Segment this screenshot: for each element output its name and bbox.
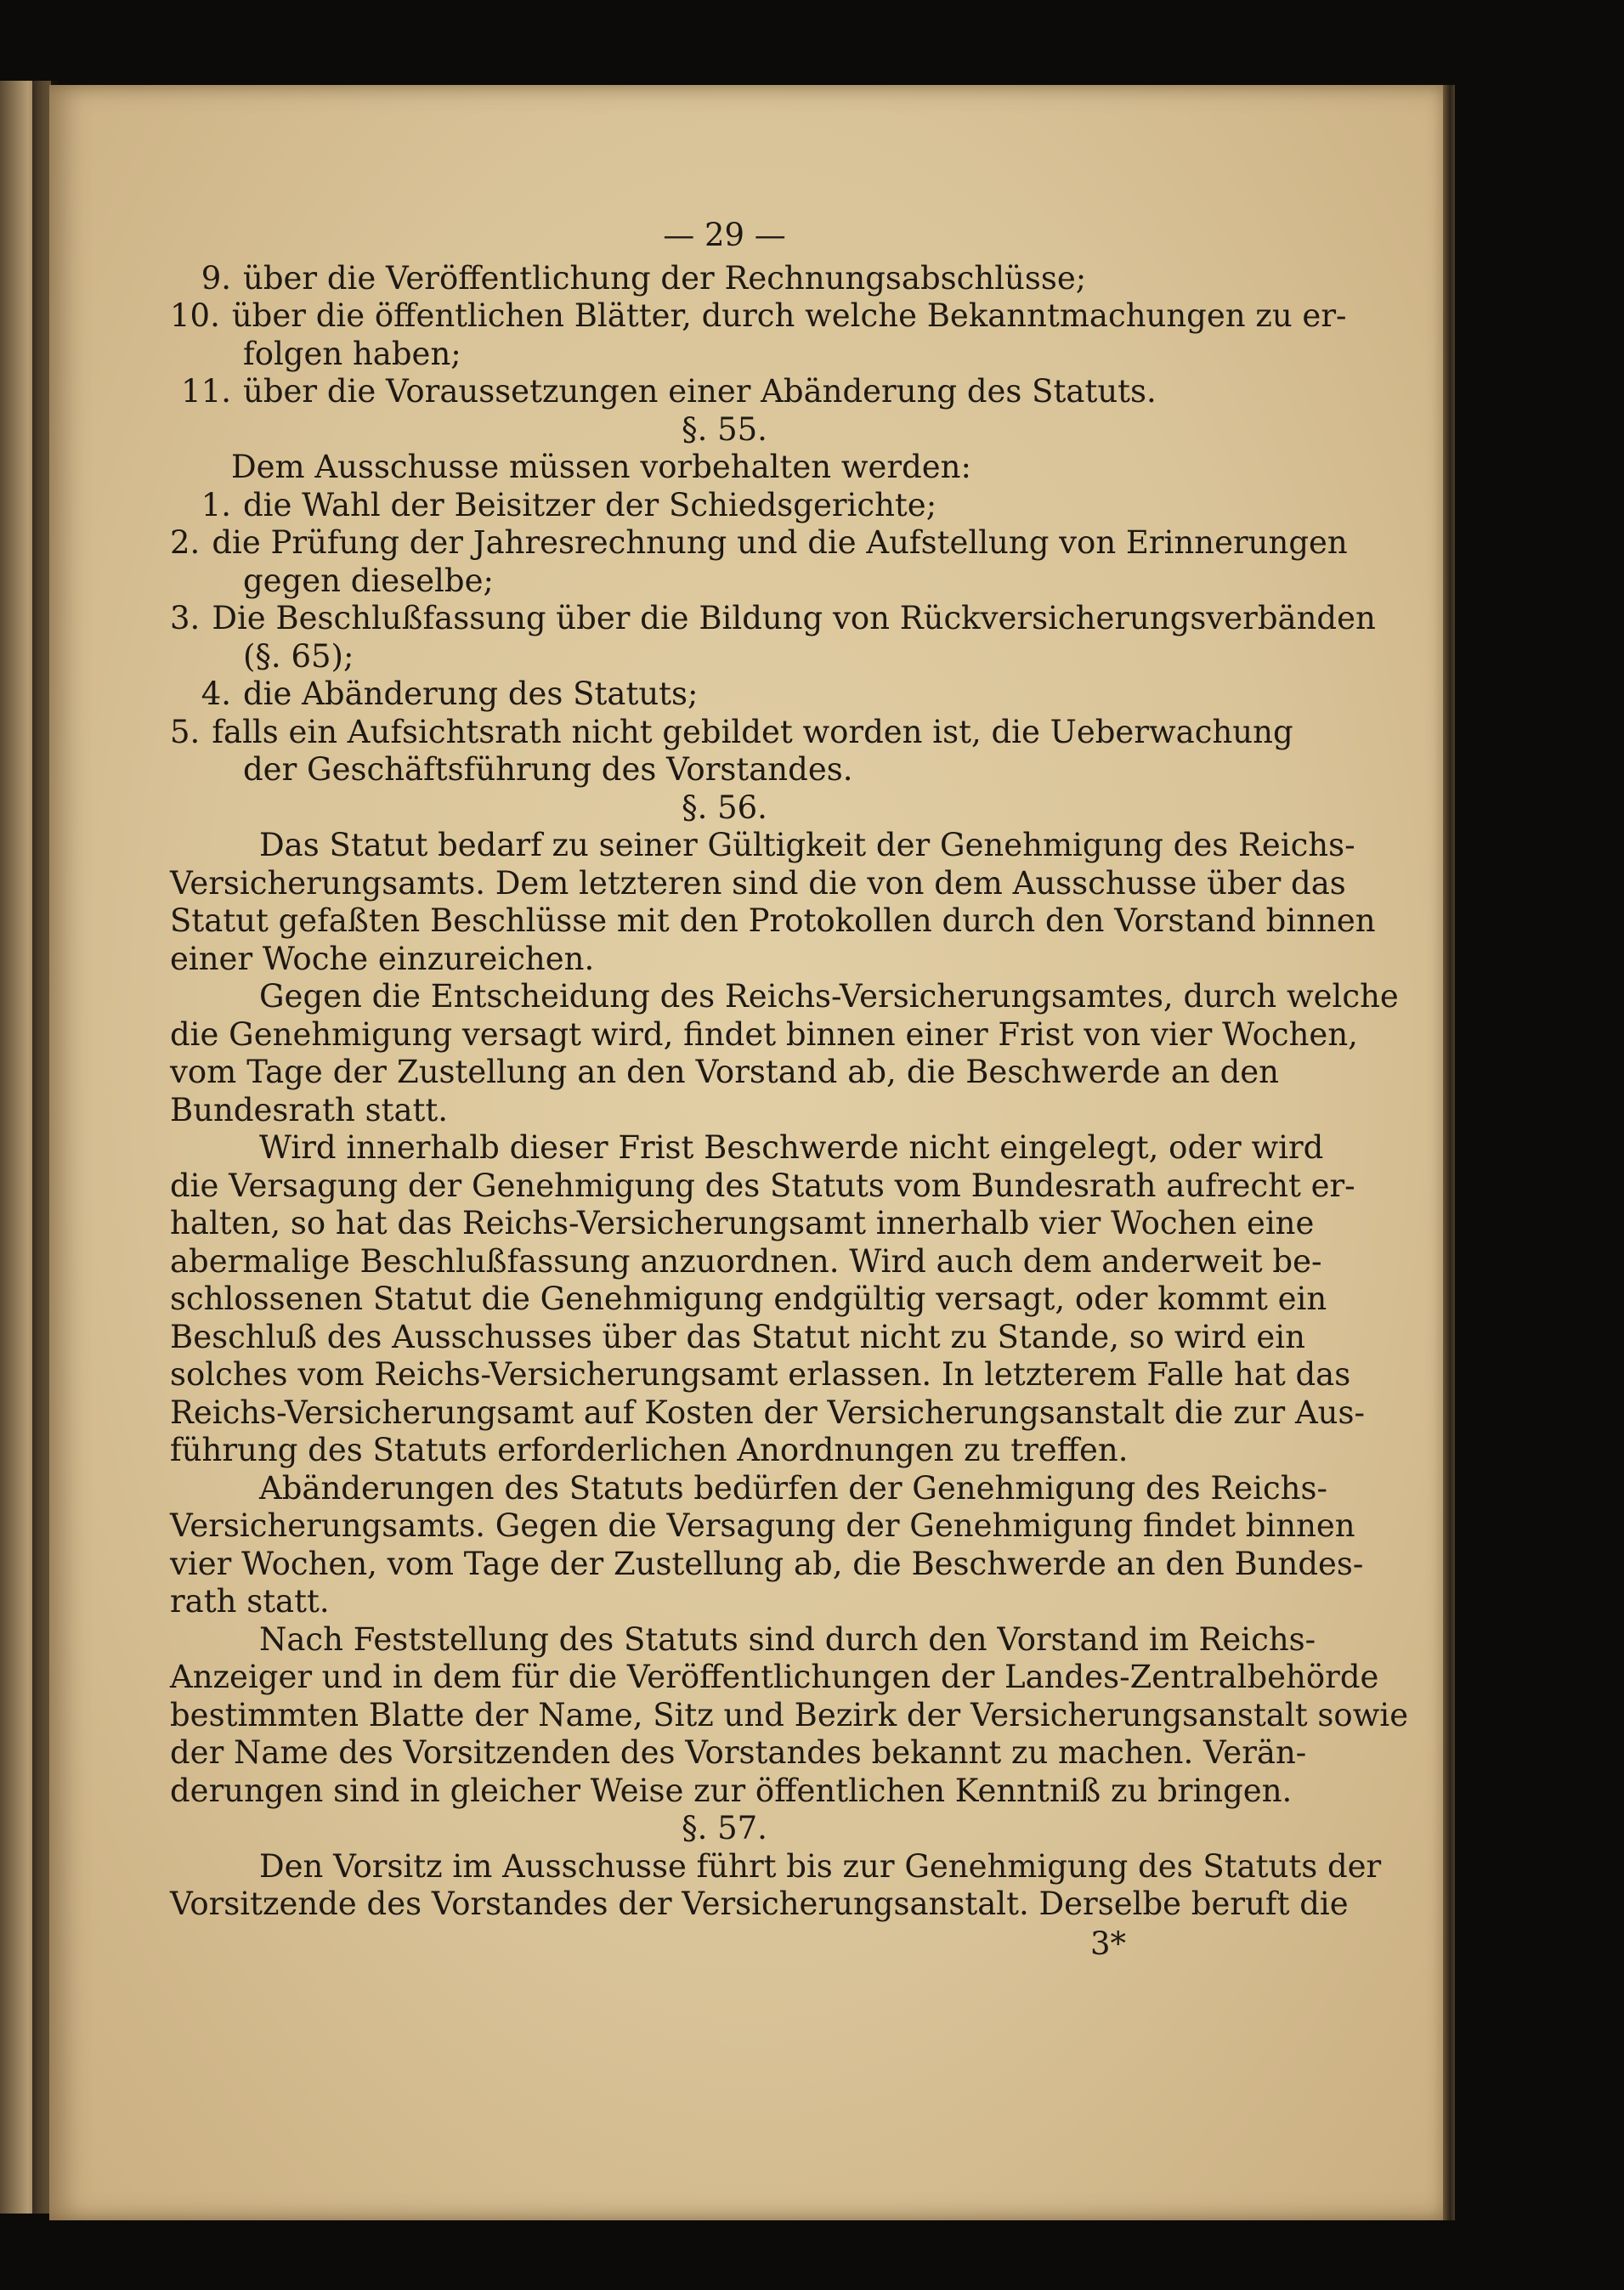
- text-line: Bundesrath statt.: [170, 1091, 449, 1128]
- list-items-9-11: [170, 259, 1347, 411]
- list-item-number: [170, 751, 231, 789]
- list-item-number: [170, 336, 231, 374]
- text-line: Abänderungen des Statuts bedürfen der Genehmigung des Reichs-: [259, 1469, 1327, 1507]
- text-line: abermalige Beschlußfassung anzuordnen. Wird auch dem anderweit be-: [170, 1242, 1322, 1280]
- text-line: Beschluß des Ausschusses über das Statut nicht zu Stande, so wird ein: [170, 1318, 1305, 1355]
- list-item: [170, 638, 1279, 676]
- list-item: [170, 563, 1279, 601]
- list-item: [170, 487, 1279, 525]
- text-line: vier Wochen, vom Tage der Zustellung ab, die Beschwerde an den Bundes-: [170, 1545, 1364, 1582]
- list-item: [170, 297, 1347, 336]
- list-item-number: 10.: [170, 297, 220, 334]
- list-item-number: 3.: [170, 600, 201, 636]
- text-line: bestimmten Blatte der Name, Sitz und Bezirk der Versicherungsanstalt sowie: [170, 1696, 1409, 1733]
- list-item: [170, 373, 1279, 411]
- list-item-text: falls ein Aufsichtsrath nicht gebildet worden ist, die Ueberwachung: [212, 713, 1293, 750]
- section-55-intro: Dem Ausschusse müssen vorbehalten werden:: [231, 449, 971, 485]
- text-line: halten, so hat das Reichs-Versicherungsamt innerhalb vier Wochen eine: [170, 1205, 1315, 1241]
- text-line: Das Statut bedarf zu seiner Gültigkeit der Genehmigung des Reichs-: [259, 827, 1355, 863]
- section-56-body: [170, 827, 1409, 1810]
- text-line: die Genehmigung versagt wird, findet binnen einer Frist von vier Wochen,: [170, 1015, 1358, 1053]
- list-item: [170, 751, 1279, 789]
- text-line: Vorsitzende des Vorstandes der Versicherungsanstalt. Derselbe beruft die: [170, 1886, 1349, 1922]
- text-line: Versicherungsamts. Dem letzteren sind die von dem Ausschusse über das: [170, 864, 1346, 902]
- list-item-number: 2.: [170, 524, 201, 561]
- text-line: vom Tage der Zustellung an den Vorstand ab, die Beschwerde an den: [170, 1054, 1279, 1090]
- text-line: Statut gefaßten Beschlüsse mit den Protokollen durch den Vorstand binnen: [170, 902, 1376, 939]
- text-line: Versicherungsamts. Gegen die Versagung der Genehmigung findet binnen: [170, 1507, 1355, 1544]
- text-line: Nach Feststellung des Statuts sind durch den Vorstand im Reichs-: [259, 1620, 1316, 1658]
- text-line: derungen sind in gleicher Weise zur öffentlichen Kenntniß zu bringen.: [170, 1772, 1293, 1809]
- text-line: einer Woche einzureichen.: [170, 940, 595, 977]
- list-item-text: die Wahl der Beisitzer der Schiedsgerichte;: [243, 486, 937, 523]
- list-item-text: die Abänderung des Statuts;: [243, 676, 699, 712]
- list-item: [170, 260, 1279, 298]
- list-item-number: 11.: [181, 373, 231, 410]
- list-item: [170, 676, 1279, 714]
- list-item-text: folgen haben;: [243, 335, 461, 372]
- list-item-number: 5.: [170, 713, 201, 750]
- list-item-text: über die öffentlichen Blätter, durch welche Bekanntmachungen zu er-: [231, 297, 1347, 334]
- section-heading-55: §. 55.: [682, 410, 767, 448]
- page-number: — 29 —: [663, 217, 786, 253]
- section-57-body: [170, 1847, 1382, 1924]
- text-line: die Versagung der Genehmigung des Statuts vom Bundesrath aufrecht er-: [170, 1167, 1355, 1204]
- text-line: Anzeiger und in dem für die Veröffentlichungen der Landes-Zentralbehörde: [170, 1659, 1379, 1695]
- list-item-text: über die Voraussetzungen einer Abänderung des Statuts.: [243, 373, 1157, 410]
- text-line: rath statt.: [170, 1583, 330, 1620]
- list-item: [170, 524, 1348, 563]
- list-item: [170, 713, 1293, 752]
- section-55-list: [170, 486, 1376, 789]
- text-line: führung des Statuts erforderlichen Anordnungen zu treffen.: [170, 1432, 1129, 1468]
- list-item-number: [170, 563, 231, 601]
- text-line: solches vom Reichs-Versicherungsamt erlassen. In letzterem Falle hat das: [170, 1356, 1351, 1393]
- section-heading-56: §. 56.: [682, 789, 767, 826]
- list-item-number: 4.: [201, 676, 231, 712]
- list-item-number: 1.: [201, 486, 231, 523]
- text-line: Gegen die Entscheidung des Reichs-Versicherungsamtes, durch welche: [259, 978, 1399, 1015]
- list-item-text: Die Beschlußfassung über die Bildung von Rückversicherungsverbänden: [212, 600, 1376, 636]
- page-edge-right: [1443, 85, 1455, 2220]
- text-line: schlossenen Statut die Genehmigung endgültig versagt, oder kommt ein: [170, 1281, 1327, 1317]
- list-item-text: (§. 65);: [243, 637, 354, 675]
- page-text: [170, 217, 1409, 1963]
- text-line: der Name des Vorsitzenden des Vorstandes bekannt zu machen. Verän-: [170, 1734, 1307, 1771]
- list-item-number: 9.: [201, 259, 231, 297]
- text-line: Reichs-Versicherungsamt auf Kosten der Versicherungsanstalt die zur Aus-: [170, 1394, 1365, 1431]
- text-line: Wird innerhalb dieser Frist Beschwerde nicht eingelegt, oder wird: [259, 1129, 1324, 1166]
- text-line: Den Vorsitz im Ausschusse führt bis zur Genehmigung des Statuts der: [259, 1847, 1382, 1885]
- list-item-text: gegen dieselbe;: [243, 562, 494, 599]
- list-item-text: der Geschäftsführung des Vorstandes.: [243, 751, 853, 788]
- signature-mark: 3*: [1089, 1925, 1126, 1962]
- list-item: [170, 600, 1376, 638]
- list-item-number: [170, 638, 231, 676]
- list-item-text: über die Veröffentlichung der Rechnungsabschlüsse;: [243, 259, 1087, 297]
- list-item: [170, 336, 1279, 374]
- list-item-text: die Prüfung der Jahresrechnung und die Aufstellung von Erinnerungen: [212, 524, 1348, 561]
- section-heading-57: §. 57.: [682, 1810, 767, 1846]
